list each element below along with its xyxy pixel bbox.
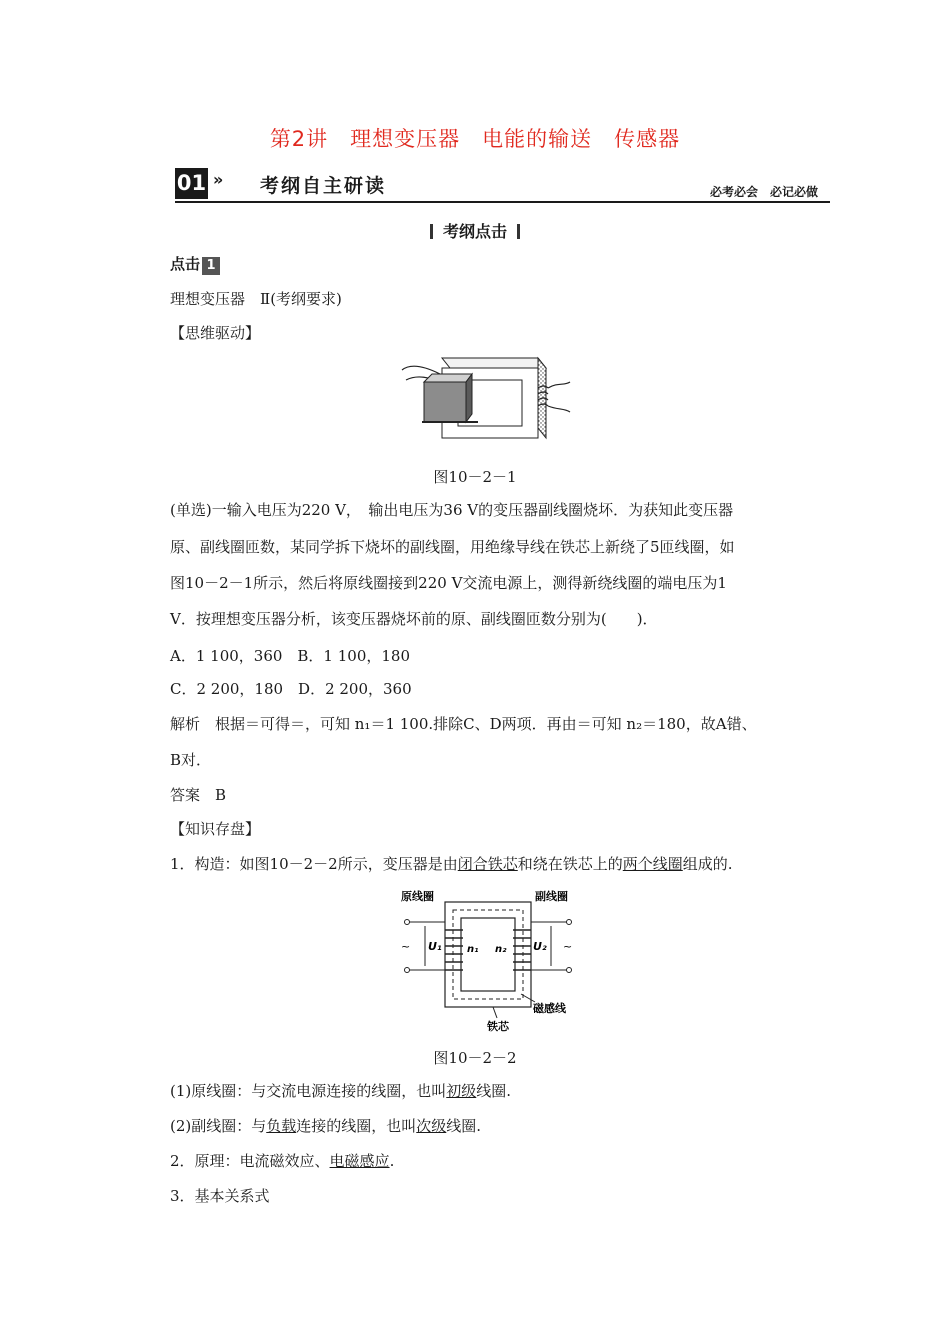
underlined-term: 初级 (446, 1082, 477, 1100)
core-label-pointer (493, 1007, 497, 1018)
text-line: 3．基本关系式 (170, 1187, 270, 1205)
text-line (170, 1151, 394, 1171)
text-line: 【知识存盘】 (170, 820, 261, 838)
text-segment: 组成的. (682, 855, 733, 873)
text-line: (单选)一输入电压为220 V， 输出电压为36 V的变压器副线圈烧坏．为获知此变压器 (170, 501, 734, 519)
text-segment: 连接的线圈，也叫 (296, 1117, 417, 1135)
section-number: 01 (175, 168, 208, 199)
section-arrow-icon: » (213, 170, 224, 189)
wire-left-1 (402, 366, 440, 374)
u2-label: U₂ (533, 940, 547, 953)
core-top-face (442, 358, 546, 368)
text-line (170, 1116, 481, 1136)
point-number-badge: 1 (202, 257, 220, 275)
page-title: 第2讲 理想变压器 电能的输送 传感器 (269, 127, 681, 151)
underlined-term: 两个线圈 (622, 855, 683, 873)
underlined-term: 闭合铁芯 (457, 855, 518, 873)
figure-1-transformer (398, 352, 573, 442)
ac-source-right: ~ (563, 940, 573, 953)
figure-2-transformer-diagram (397, 884, 582, 1034)
subheading-bar-left (430, 224, 433, 239)
wire-right-2 (548, 406, 570, 412)
underlined-term: 次级 (416, 1117, 447, 1135)
text-line (170, 1081, 511, 1101)
terminal-icon (567, 968, 572, 973)
core-label: 铁芯 (487, 1020, 509, 1033)
field-line-label: 磁感线 (533, 1002, 566, 1015)
text-line: B对． (170, 751, 212, 769)
text-line: 理想变压器 Ⅱ(考纲要求) (170, 290, 342, 308)
point-label (170, 253, 220, 275)
underlined-term: 负载 (266, 1117, 297, 1135)
text-segment: 2．原理：电流磁效应、 (170, 1152, 330, 1170)
figure-2-caption: 图10－2－2 (433, 1049, 517, 1067)
text-segment: 1．构造：如图10－2－2所示，变压器是由 (170, 855, 458, 873)
secondary-coil-label: 副线圈 (535, 890, 568, 903)
text-segment: 线圈. (476, 1082, 512, 1100)
terminal-icon (567, 920, 572, 925)
subheading-text: 考纲点击 (442, 222, 507, 241)
section-tagline: 必考必会 必记必做 (709, 185, 818, 199)
option-line: A．1 100，360 B．1 100，180 (170, 647, 411, 665)
primary-coil-windings (445, 930, 463, 970)
option-line: C．2 200，180 D．2 200，360 (170, 680, 412, 698)
primary-coil-label: 原线圈 (401, 890, 434, 903)
ac-source-left: ~ (401, 940, 411, 953)
text-line: V．按理想变压器分析，该变压器烧坏前的原、副线圈匝数分别为( )． (170, 610, 658, 628)
point-label-text: 点击 (170, 255, 201, 273)
coil-block (424, 382, 466, 422)
subheading-bar-right (517, 224, 520, 239)
underlined-term: 电磁感应 (329, 1152, 390, 1170)
section-title: 考纲自主研读 (260, 175, 387, 197)
terminal-icon (405, 968, 410, 973)
coil-side (466, 374, 472, 422)
text-line: 原、副线圈匝数，某同学拆下烧坏的副线圈，用绝缘导线在铁芯上新绕了5匝线圈，如 (170, 538, 735, 556)
text-line: 【思维驱动】 (170, 324, 261, 342)
u1-label: U₁ (428, 940, 442, 953)
text-line (170, 854, 733, 874)
text-line: 图10－2－1所示，然后将原线圈接到220 V交流电源上，测得新绕线圈的端电压为1 (170, 574, 727, 592)
wire-right-1 (548, 382, 570, 388)
text-segment: (1)原线圈：与交流电源连接的线圈，也叫 (170, 1082, 447, 1100)
secondary-coil-windings (513, 930, 531, 970)
field-line-loop (453, 910, 523, 999)
figure-1-caption: 图10－2－1 (433, 468, 517, 486)
coil-top (424, 374, 472, 382)
terminal-icon (405, 920, 410, 925)
n2-label: n₂ (495, 944, 507, 955)
answer-line: 答案 B (170, 786, 227, 804)
text-segment: 线圈. (446, 1117, 482, 1135)
n1-label: n₁ (467, 944, 479, 955)
text-line: 解析 根据＝可得＝，可知 n₁＝1 100.排除C、D两项．再由＝可知 n₂＝180，故A错、 (170, 715, 757, 733)
text-segment: (2)副线圈：与 (170, 1117, 267, 1135)
text-segment: 和绕在铁芯上的 (517, 855, 623, 873)
text-segment: . (389, 1152, 395, 1170)
subheading (0, 219, 950, 242)
section-header (175, 168, 830, 204)
section-divider (175, 201, 830, 203)
